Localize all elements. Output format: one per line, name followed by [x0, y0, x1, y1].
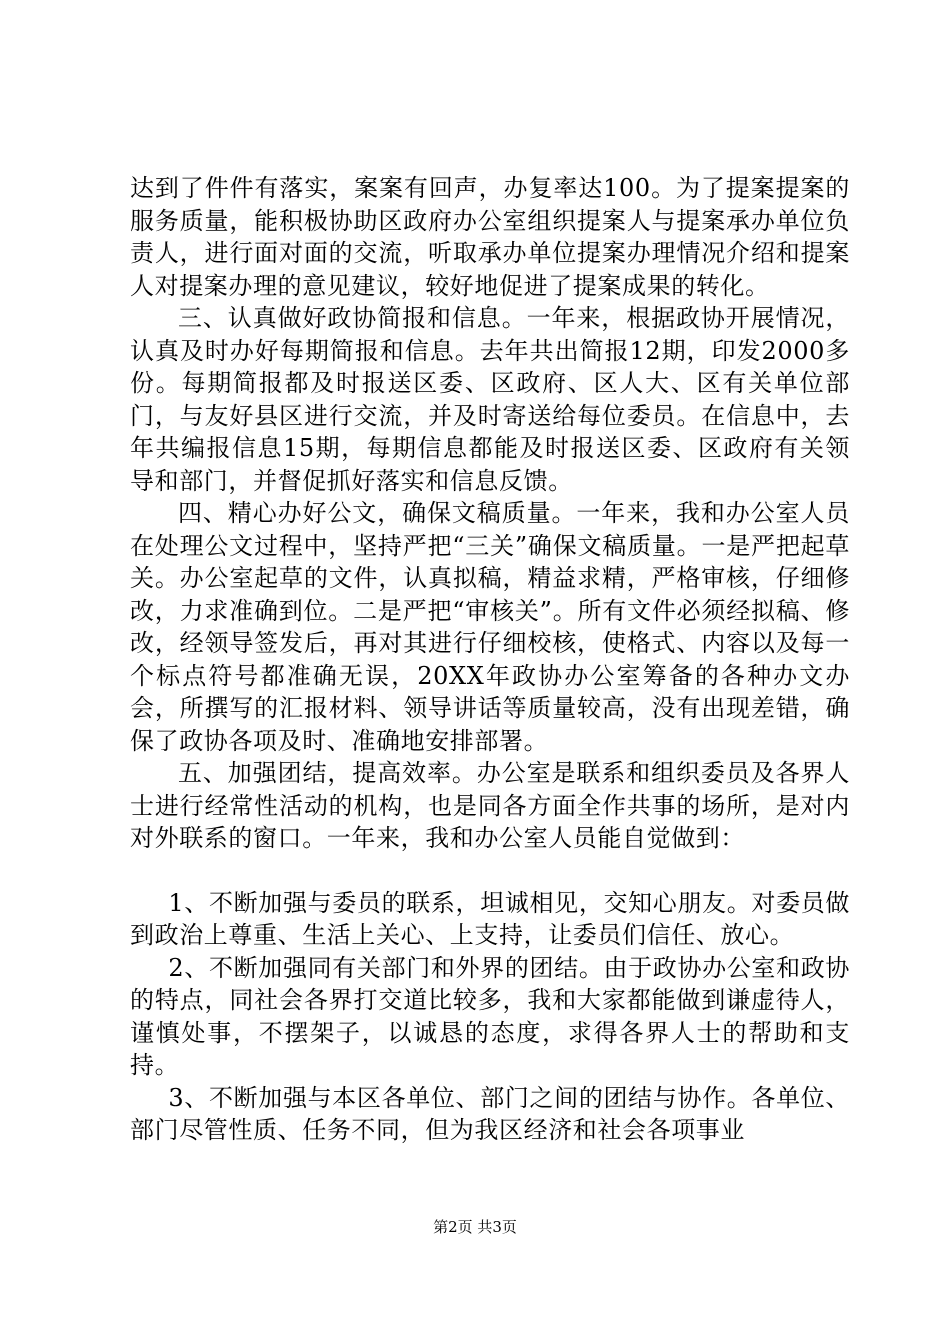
paragraph-2: 三、认真做好政协简报和信息。一年来，根据政协开展情况，认真及时办好每期简报和信息。去年共出简报12期，印发2000多份。每期简报都及时报送区委、区政府、区人大、区有关单位部门，与友好县区进行交流，并及时寄送给每位委员。在信息中，去年共编报信息15期，每期信息都能及时报送区委、区政府有关领导和部门，并督促抓好落实和信息反馈。 [130, 304, 850, 495]
paragraph-3: 四、精心办好公文，确保文稿质量。一年来，我和办公室人员在处理公文过程中，坚持严把“三关”确保文稿质量。一是严把起草关。办公室起草的文件，认真拟稿，精益求精，严格审核，仔细修改，力求准确到位。二是严把“审核关”。所有文件必须经拟稿、修改，经领导签发后，再对其进行仔细校核，使格式、内容以及每一个标点符号都准确无误，20XX年政协办公室筹备的各种办文办会，所撰写的汇报材料、领导讲话等质量较高，没有出现差错，确保了政协各项及时、准确地安排部署。 [130, 499, 850, 755]
page-footer: 第2页 共3页 [433, 1218, 517, 1236]
paragraph-7: 3、不断加强与本区各单位、部门之间的团结与协作。各单位、部门尽管性质、任务不同，但为我区经济和社会各项事业 [130, 1083, 850, 1144]
paragraph-5: 1、不断加强与委员的联系，坦诚相见，交知心朋友。对委员做到政治上尊重、生活上关心、上支持，让委员们信任、放心。 [130, 888, 850, 949]
paragraph-6: 2、不断加强同有关部门和外界的团结。由于政协办公室和政协的特点，同社会各界打交道比较多，我和大家都能做到谦虚待人，谨慎处事，不摆架子，以诚恳的态度，求得各界人士的帮助和支持。 [130, 953, 850, 1079]
paragraph-1: 达到了件件有落实，案案有回声，办复率达100。为了提案提案的服务质量，能积极协助区政府办公室组织提案人与提案承办单位负责人，进行面对面的交流，听取承办单位提案办理情况介绍和提案人对提案办理的意见建议，较好地促进了提案成果的转化。 [130, 174, 850, 300]
document-body [130, 172, 850, 1147]
paragraph-spacer [130, 855, 850, 887]
paragraph-4: 五、加强团结，提高效率。办公室是联系和组织委员及各界人士进行经常性活动的机构，也是同各方面全作共事的场所，是对内对外联系的窗口。一年来，我和办公室人员能自觉做到： [130, 759, 850, 852]
